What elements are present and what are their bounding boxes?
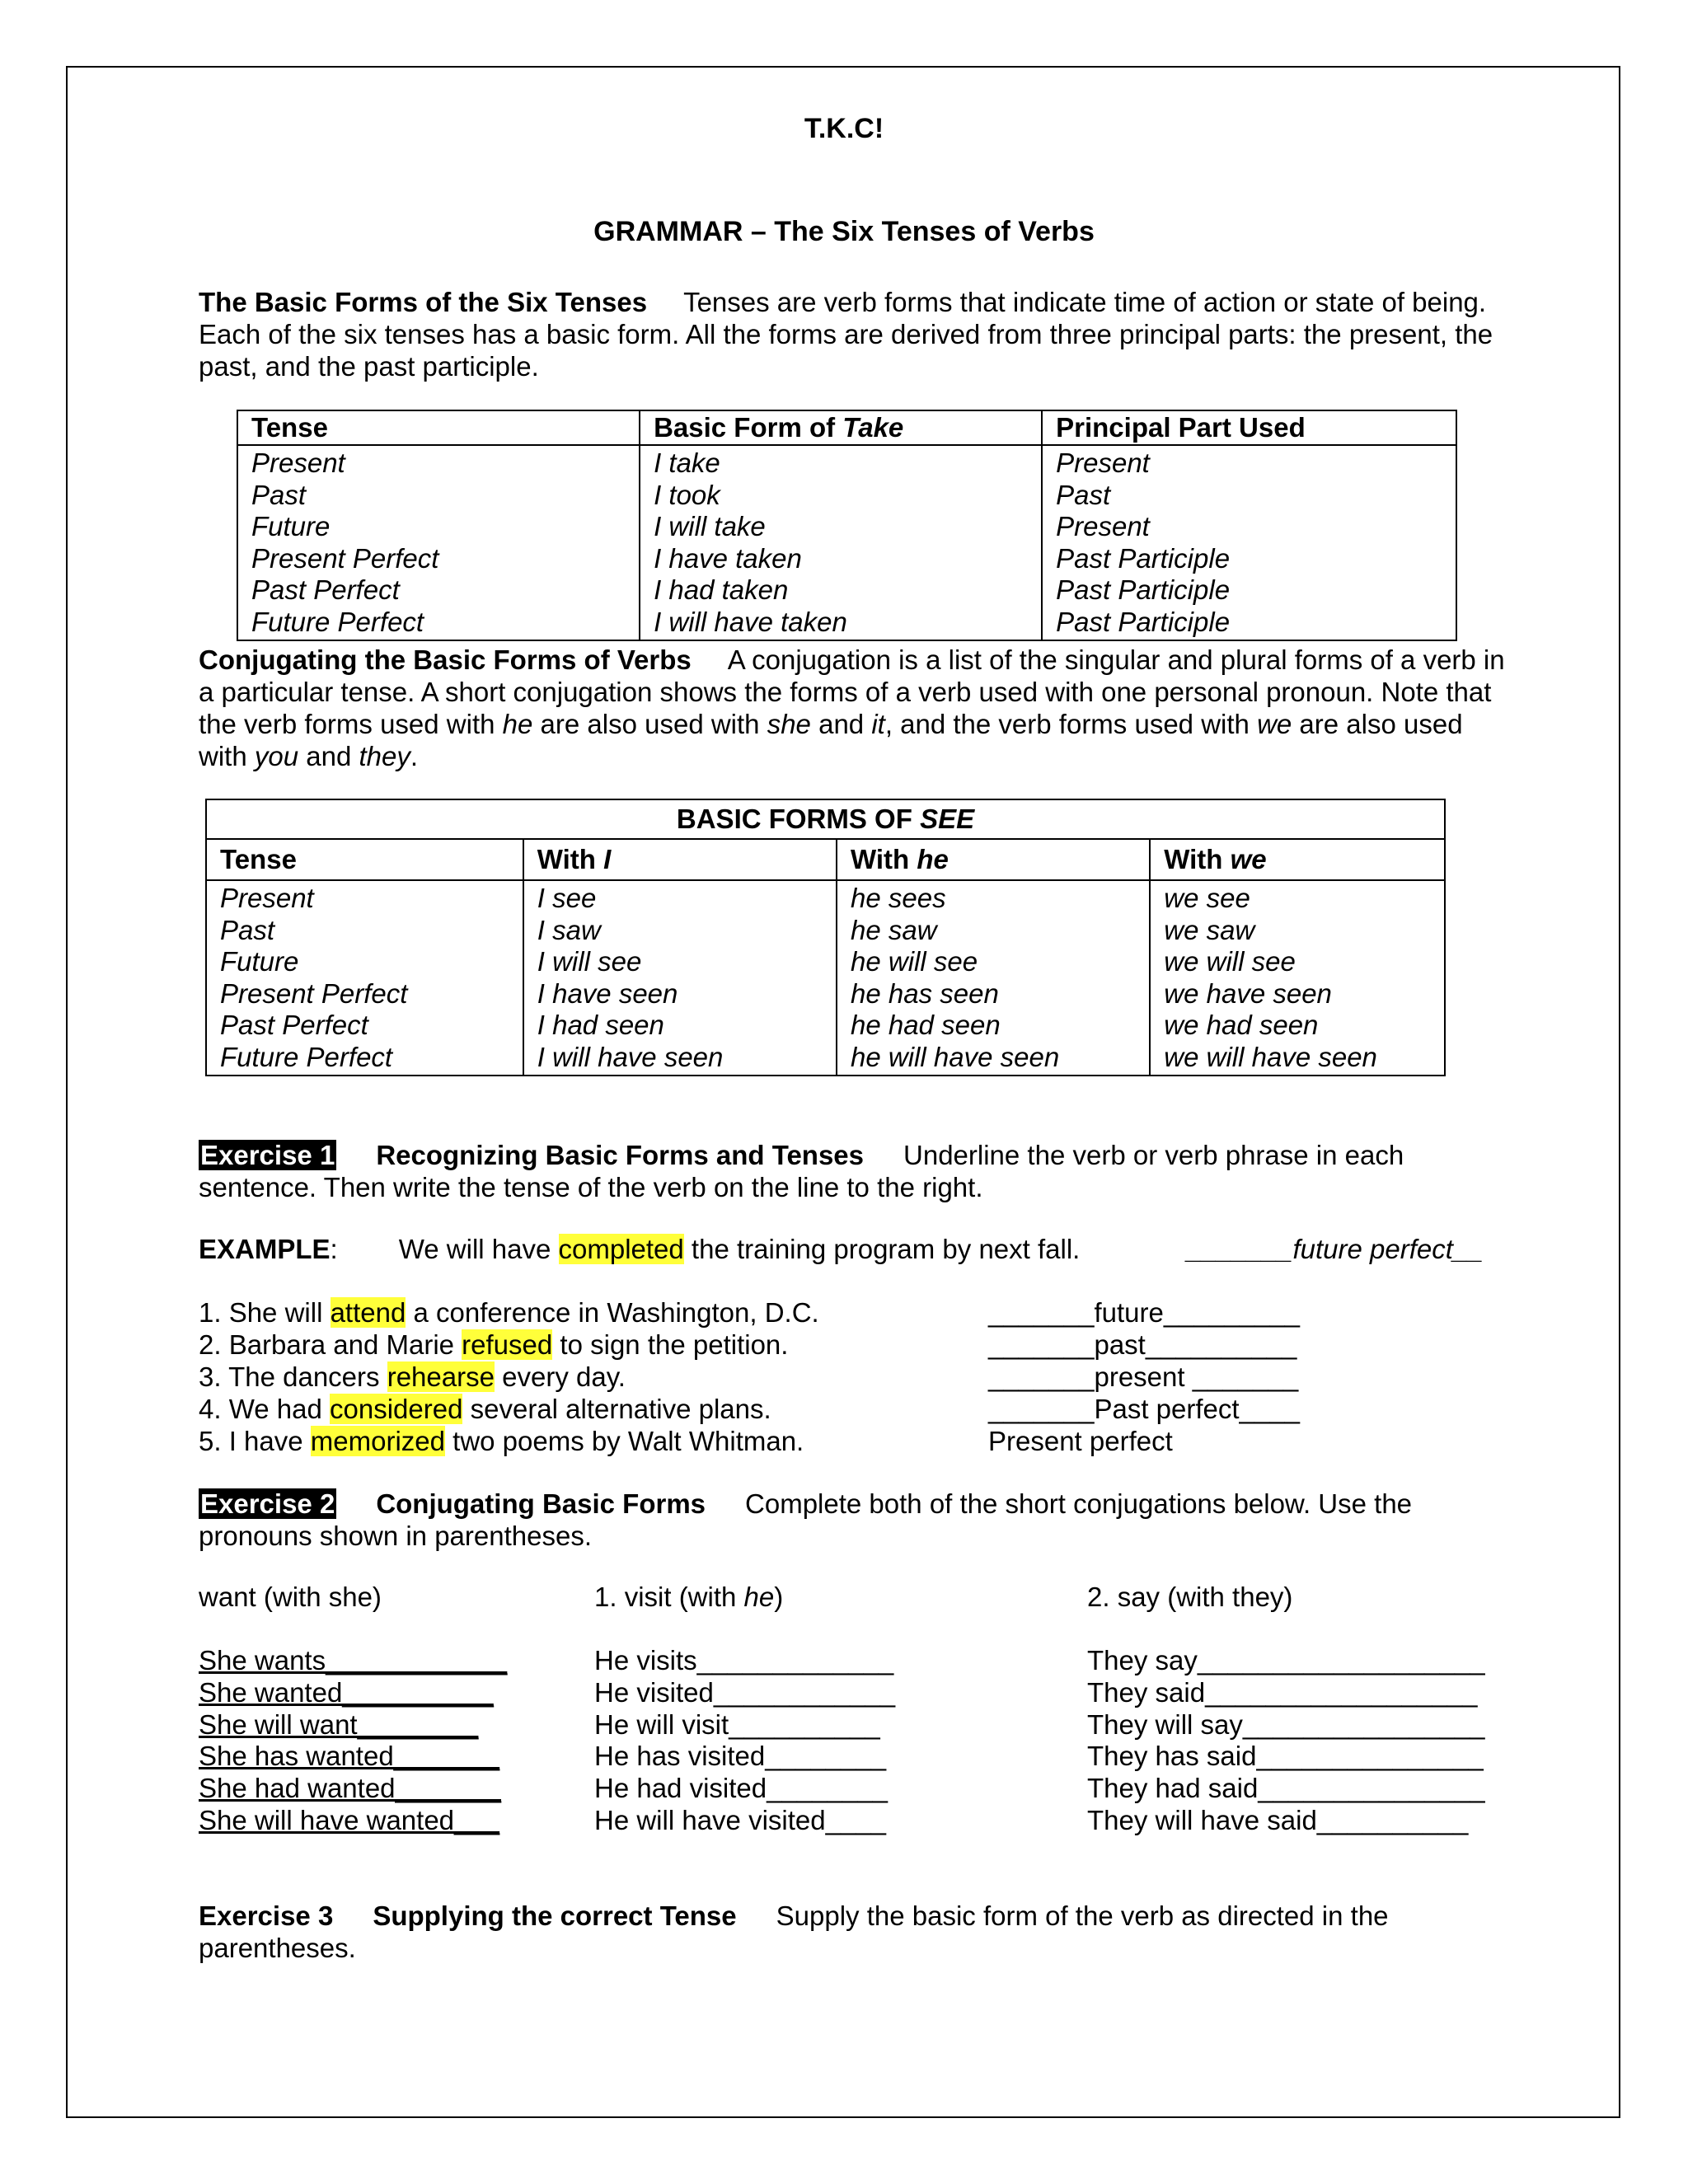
list-item[interactable]: They has said_______________ xyxy=(1087,1741,1484,1772)
highlighted-verb: rehearse xyxy=(387,1361,495,1392)
list-item: we saw xyxy=(1164,914,1255,945)
list-item: Future Perfect xyxy=(251,606,424,637)
list-item[interactable]: He has visited________ xyxy=(594,1741,887,1772)
header-tense: Tense xyxy=(237,410,640,445)
exercise1-label: Exercise 1 xyxy=(200,1140,335,1170)
col3-header: 2. say (with they) xyxy=(1087,1582,1293,1612)
list-item: Past xyxy=(1056,479,1111,510)
section-heading: The Basic Forms of the Six Tenses xyxy=(199,287,648,317)
exercise2-intro xyxy=(199,1488,1501,1552)
list-item: I had seen xyxy=(537,1010,664,1040)
table-caption: BASIC FORMS OF SEE xyxy=(206,799,1445,839)
list-item: Present xyxy=(220,883,314,913)
answer-line[interactable]: _______Past perfect____ xyxy=(988,1394,1300,1424)
form-column xyxy=(640,445,1042,640)
header-with-we: With we xyxy=(1150,839,1445,880)
list-item: Past Perfect xyxy=(220,1010,368,1040)
table-basic-forms-see xyxy=(205,799,1446,1076)
list-item: Present Perfect xyxy=(251,542,439,574)
list-item: I will have seen xyxy=(537,1041,724,1072)
table-caption-row xyxy=(206,799,1445,839)
highlighted-verb: completed xyxy=(558,1234,684,1264)
exercise1-item-1: 1. She will attend a conference in Washington, D.C. xyxy=(199,1297,819,1328)
list-item[interactable]: He visits_____________ xyxy=(594,1645,894,1675)
table-header-row xyxy=(206,839,1445,880)
list-item: he has seen xyxy=(851,977,999,1009)
list-item: he will see xyxy=(851,946,978,977)
list-item[interactable]: They had said_______________ xyxy=(1087,1773,1485,1804)
list-item: I had taken xyxy=(654,574,789,605)
exercise2-label: Exercise 2 xyxy=(200,1488,335,1519)
conjugation-say xyxy=(1087,1645,1485,1837)
exercise1-item-5: 5. I have memorized two poems by Walt Whitman. xyxy=(199,1426,804,1456)
list-item: Present xyxy=(251,448,345,478)
page-header: T.K.C! xyxy=(804,113,884,144)
list-item: we will see xyxy=(1164,946,1296,977)
exercise1-item-3: 3. The dancers rehearse every day. xyxy=(199,1361,626,1392)
list-item: Present xyxy=(1056,511,1150,541)
list-item: She will have wanted___ xyxy=(199,1804,500,1835)
list-item: I took xyxy=(654,479,720,510)
answer-line[interactable]: Present perfect xyxy=(988,1426,1173,1456)
section-basic-forms xyxy=(199,286,1501,382)
exercise1-heading: Recognizing Basic Forms and Tenses xyxy=(376,1140,865,1170)
page-title: GRAMMAR – The Six Tenses of Verbs xyxy=(593,216,1095,247)
table-body-row xyxy=(206,880,1445,1076)
list-item: Past Participle xyxy=(1056,574,1231,605)
table-header-row xyxy=(237,410,1456,445)
header-tense: Tense xyxy=(206,839,523,880)
section-heading: Conjugating the Basic Forms of Verbs xyxy=(199,644,692,675)
list-item: I see xyxy=(537,883,597,913)
list-item: we see xyxy=(1164,883,1250,913)
list-item[interactable]: They will have said__________ xyxy=(1087,1804,1469,1835)
answer-line[interactable]: _______future_________ xyxy=(988,1297,1301,1328)
exercise3-label: Exercise 3 xyxy=(199,1900,334,1931)
list-item[interactable]: He will have visited____ xyxy=(594,1804,887,1835)
list-item: I saw xyxy=(537,914,601,945)
answer-line[interactable]: _______past__________ xyxy=(988,1329,1297,1360)
highlighted-verb: memorized xyxy=(310,1426,445,1456)
list-item: Future xyxy=(251,511,331,541)
list-item: I will see xyxy=(537,946,642,977)
list-item: he saw xyxy=(851,914,937,945)
list-item: I have taken xyxy=(654,542,802,574)
list-item: I have seen xyxy=(537,977,678,1009)
table-basic-form-take xyxy=(237,410,1457,641)
highlighted-verb: considered xyxy=(330,1394,463,1424)
header-principal-part: Principal Part Used xyxy=(1042,410,1456,445)
list-item: She wanted__________ xyxy=(199,1676,494,1708)
header-with-he: With he xyxy=(837,839,1150,880)
header-with-i: With I xyxy=(523,839,837,880)
list-item: Future Perfect xyxy=(220,1041,393,1072)
highlighted-verb: refused xyxy=(462,1329,553,1360)
exercise1-intro xyxy=(199,1139,1501,1203)
list-item[interactable]: He had visited________ xyxy=(594,1773,888,1804)
part-column xyxy=(1042,445,1456,640)
with-we-column xyxy=(1150,880,1445,1076)
exercise1-item-2: 2. Barbara and Marie refused to sign the petition. xyxy=(199,1329,789,1360)
list-item: I will take xyxy=(654,511,766,541)
exercise2-text: Complete both of the short conjugations below. Use the pronouns shown in parentheses. xyxy=(199,1488,1413,1551)
exercise3-heading: Supplying the correct Tense xyxy=(373,1900,737,1931)
list-item: we had seen xyxy=(1164,1010,1319,1040)
list-item: we have seen xyxy=(1164,977,1332,1009)
exercise1-text: Underline the verb or verb phrase in each sentence. Then write the tense of the verb on the line to the right. xyxy=(199,1140,1404,1202)
section-conjugating: Conjugating the Basic Forms of Verbs A conjugation is a list of the singular and plural forms of a verb in a particular tense. A short conjugation shows the forms of a verb used with one personal pronoun. Note that the verb forms used with he are also used with she and it, and the verb forms used with we are also used with you and they. xyxy=(199,644,1505,771)
tense-column xyxy=(206,880,523,1076)
list-item: he had seen xyxy=(851,1010,1001,1040)
list-item: She has wanted_______ xyxy=(199,1741,500,1772)
answer-line[interactable]: _______present _______ xyxy=(988,1361,1299,1392)
exercise3-intro xyxy=(199,1900,1501,1964)
list-item: Past xyxy=(251,479,307,510)
list-item: Past Participle xyxy=(1056,606,1231,637)
list-item[interactable]: He visited____________ xyxy=(594,1676,896,1708)
list-item: Past xyxy=(220,914,275,945)
list-item: I will have taken xyxy=(654,606,847,637)
tense-column xyxy=(237,445,640,640)
table-body-row xyxy=(237,445,1456,640)
with-he-column xyxy=(837,880,1150,1076)
list-item[interactable]: They said__________________ xyxy=(1087,1676,1478,1708)
list-item: Present Perfect xyxy=(220,977,408,1009)
with-i-column xyxy=(523,880,837,1076)
example-answer: _______future perfect__ xyxy=(1187,1234,1484,1264)
highlighted-verb: attend xyxy=(330,1297,406,1328)
list-item: Future xyxy=(220,946,299,977)
exercise2-heading: Conjugating Basic Forms xyxy=(376,1488,706,1519)
exercise1-item-4: 4. We had considered several alternative plans. xyxy=(199,1394,771,1424)
list-item: She will want________ xyxy=(199,1708,479,1740)
conjugation-want xyxy=(199,1645,507,1837)
list-item: She wants____________ xyxy=(199,1645,508,1675)
list-item[interactable]: He will visit__________ xyxy=(594,1708,880,1740)
conjugation-visit xyxy=(594,1645,895,1837)
col2-header: 1. visit (with he) xyxy=(594,1582,784,1612)
list-item[interactable]: They say___________________ xyxy=(1087,1645,1485,1675)
header-basic-form: Basic Form of Take xyxy=(640,410,1042,445)
list-item: Past Perfect xyxy=(251,574,400,605)
example-sentence: EXAMPLE: We will have completed the training program by next fall. xyxy=(199,1234,1081,1264)
list-item: we will have seen xyxy=(1164,1041,1377,1072)
list-item: Past Participle xyxy=(1056,542,1231,574)
list-item: I take xyxy=(654,448,720,478)
exercise3-text: Supply the basic form of the verb as directed in the parentheses. xyxy=(199,1900,1389,1963)
section-text: Tenses are verb forms that indicate time of action or state of being. Each of the six tenses has a basic form. All the forms are derived from three principal parts: the present, the past, and the past participle. xyxy=(199,287,1493,382)
list-item: he sees xyxy=(851,883,946,913)
list-item: Present xyxy=(1056,448,1150,478)
col1-header: want (with she) xyxy=(199,1582,382,1612)
list-item: he will have seen xyxy=(851,1041,1060,1072)
list-item: She had wanted_______ xyxy=(199,1773,501,1804)
list-item[interactable]: They will say________________ xyxy=(1087,1708,1485,1740)
